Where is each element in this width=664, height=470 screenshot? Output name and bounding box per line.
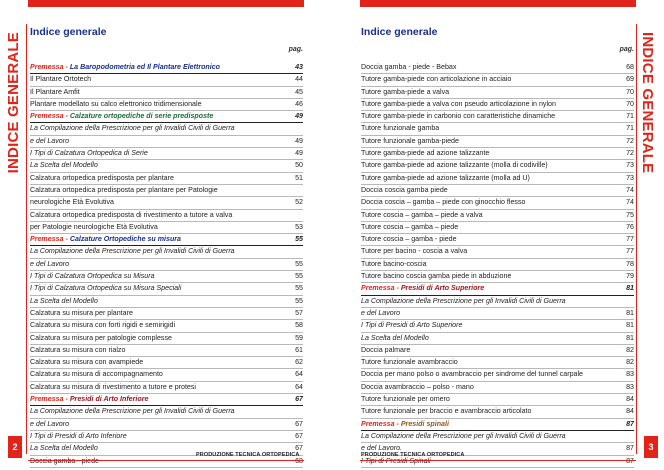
toc-page-number: 76 [626,222,634,231]
toc-entry-title: neurologiche Età Evolutiva [30,198,114,207]
footer-text: PRODUZIONE TECNICA ORTOPEDICA [196,452,300,458]
toc-entry-title: Tutore funzionale per braccio e avambraccio articolato [361,407,532,416]
toc-entry-title: Tutore per bacino - coscia a valva [361,247,468,256]
toc-page-number: 58 [295,321,303,330]
toc-page-number: 72 [626,149,634,158]
toc-entry [361,308,634,320]
toc-entry [361,382,634,394]
toc-page-number: 84 [626,395,634,404]
toc-list [361,62,634,468]
toc-entry-title: e del Lavoro [30,136,70,145]
toc-page-number: 69 [626,75,634,84]
toc-entry [361,246,634,258]
toc-page-number: 74 [626,198,634,207]
toc-page-number: 77 [626,235,634,244]
toc-entry [30,333,303,345]
toc-entry-title: Calzatura su misura con forti rigidi e semirigidi [30,321,176,330]
toc-entry [30,148,303,160]
toc-entry-title: La Scelta del Modello [30,161,98,170]
toc-entry [30,431,303,443]
toc-page-number: 87 [626,444,634,453]
toc-page-number: 49 [295,112,303,121]
footer-text: PRODUZIONE TECNICA ORTOPEDICA [361,452,465,458]
toc-entry-title: La Scelta del Modello [361,333,429,342]
toc-page-number: 84 [626,407,634,416]
toc-entry-title: Il Plantare Ortotech [30,75,92,84]
toc-entry [30,185,303,197]
toc-entry [361,222,634,234]
toc-page-number [626,456,634,467]
toc-page-number: 64 [295,382,303,391]
toc-entry-title: Tutore funzionale gamba-piede [361,136,459,145]
toc-page-number: 75 [626,210,634,219]
toc-entry [30,99,303,111]
toc-entry [361,406,634,418]
toc-page-number: 67 [295,444,303,453]
toc-page-number: 71 [626,124,634,133]
toc-entry-title: I Tipi di Calzatura Ortopedica su Misura [30,272,155,281]
toc-entry [361,62,634,74]
toc-entry-title: I Tipi di Presidi di Arto Inferiore [30,431,127,440]
toc-entry [30,246,303,258]
toc-entry [30,136,303,148]
toc-entry-title: e del Lavoro [30,419,70,428]
toc-entry-title: I Tipi di Presidi di Arto Superiore [361,321,463,330]
toc-heading-text [30,394,148,405]
running-title-vertical: INDICE GENERALE [5,32,22,174]
toc-entry-title: La Scelta del Modello [30,296,98,305]
toc-entry-title: Tutore bacino coscia gamba piede in abduzione [361,272,512,281]
toc-page-number: 53 [295,222,303,231]
toc-entry [30,320,303,332]
toc-entry-title [30,456,99,467]
toc-entry [30,369,303,381]
toc-page-number: 67 [295,419,303,428]
toc-entry-title: e del Lavoro [361,308,401,317]
toc-entry-title: Doccia per mano polso o avambraccio per sindrome del tunnel carpale [361,370,583,379]
toc-page-number: 50 [295,161,303,170]
toc-page-number: 62 [295,358,303,367]
toc-page-number: 77 [626,247,634,256]
toc-entry [361,333,634,345]
section-heading-title: La Baropodometria ed Il Plantare Elettronico [67,63,221,71]
toc-page-number: 55 [295,296,303,305]
premessa-label: Premessa - [30,63,68,71]
toc-entry [361,136,634,148]
pag-label: pag. [619,46,634,53]
toc-page-number: 73 [626,173,634,182]
toc-page-number: 55 [295,284,303,293]
toc-page-number: 64 [295,370,303,379]
toc-entry [30,308,303,320]
toc-heading-text [30,111,213,122]
toc-entry [30,296,303,308]
toc-entry [361,296,634,308]
toc-entry [361,197,634,209]
toc-page-number: 55 [295,235,303,244]
toc-entry-title: Doccia coscia – gamba – piede con ginocchio flesso [361,198,526,207]
toc-page-number: 46 [295,99,303,108]
toc-list [30,62,303,468]
toc-page-number: 55 [295,272,303,281]
toc-entry [361,271,634,283]
toc-entry [361,74,634,86]
toc-entry [361,394,634,406]
toc-entry [361,320,634,332]
toc-page-number: 81 [626,333,634,342]
toc-page-number: 82 [626,358,634,367]
toc-entry-title: Calzatura ortopedica predisposta per plantare per Patologie [30,185,218,194]
toc-entry-title: Tutore coscia – gamba – piede [361,222,459,231]
toc-entry [30,259,303,271]
toc-entry [30,87,303,99]
footer-rule [28,460,304,461]
section-heading-title: Presidi di Arto Superiore [398,284,485,293]
toc-entry-title: Calzatura ortopedica predisposta di rivestimento a tutore a valva [30,210,233,219]
toc-page-number: 79 [626,272,634,281]
toc-entry-title: Tutore gamba-piede ad azione talizzante (molla di codiville) [361,161,548,170]
section-heading-title: Calzature ortopediche di serie predisposte [67,112,214,121]
toc-entry-title: Tutore gamba-piede in carbonio con caratteristiche dinamiche [361,112,556,121]
toc-page-number: 49 [295,136,303,145]
toc-entry [361,369,634,381]
toc-entry [30,357,303,369]
toc-page-number: 81 [626,308,634,317]
premessa-label: Premessa - [361,284,399,293]
toc-page-number: 74 [626,185,634,194]
toc-entry [30,222,303,234]
toc-page-number: 57 [295,308,303,317]
toc-page-number: 49 [295,149,303,158]
toc-entry [30,173,303,185]
toc-entry-title: Calzatura su misura di accompagnamento [30,370,163,379]
toc-entry-title: Calzatura ortopedica predisposta per plantare [30,173,174,182]
toc-entry-title: I Tipi di Calzatura Ortopedica su Misura Speciali [30,284,182,293]
toc-entry-title: La Compilazione della Prescrizione per gli Invalidi Civili di Guerra [30,124,235,133]
toc-page-number: 82 [626,345,634,354]
toc-page-number: 44 [295,75,303,84]
toc-entry [30,345,303,357]
toc-entry [361,123,634,135]
section-title: Indice generale [30,26,107,38]
toc-entry-title: La Compilazione della Prescrizione per gli Invalidi Civili di Guerra [361,296,566,305]
section-heading-title: Presidi di Arto Inferiore [67,395,149,404]
toc-page-number: 43 [295,63,303,71]
page-number: 2 [8,436,22,458]
toc-entry [30,419,303,431]
toc-entry-title: Tutore gamba-piede a valva [361,87,450,96]
toc-entry [361,345,634,357]
toc-entry-title: Il Plantare Amfit [30,87,80,96]
toc-entry-title: Tutore funzionale gamba [361,124,440,133]
toc-entry-title: Calzatura su misura con avampiede [30,358,144,367]
toc-entry [361,111,634,123]
toc-entry-title: Doccia palmare [361,345,411,354]
toc-heading-text [30,62,220,73]
toc-entry-title: Tutore bacino-coscia [361,259,427,268]
toc-entry [361,431,634,443]
toc-entry-title: Doccia avambraccio – polso - mano [361,382,474,391]
toc-section-heading [30,111,303,123]
toc-entry-title: Tutore gamba-piede a valva con pseudo articolazione in nylon [361,99,556,108]
toc-heading-text [361,419,449,430]
toc-page-number: 83 [626,382,634,391]
toc-entry [361,148,634,160]
toc-page-number: 67 [295,395,303,404]
toc-entry [361,99,634,111]
toc-entry-title: Tutore funzionale per omero [361,395,450,404]
toc-entry-title: La Compilazione della Prescrizione per gli Invalidi Civili di Guerra [30,407,235,416]
toc-entry [361,160,634,172]
toc-entry-title: Calzatura su misura con rialzo [30,345,126,354]
toc-page-number: 59 [295,333,303,342]
toc-entry-title: Calzatura su misura per patologie complesse [30,333,172,342]
toc-entry [361,357,634,369]
toc-page-number: 78 [626,259,634,268]
toc-page-number: 68 [626,63,634,71]
toc-entry-title: I Tipi di Calzatura Ortopedica di Serie [30,149,148,158]
toc-entry-title: Tutore gamba-piede ad azione talizzante [361,149,490,158]
toc-page-number: 72 [626,136,634,145]
toc-section-heading [30,234,303,246]
toc-entry-title: e del Lavoro. [361,444,403,453]
toc-heading-text [30,234,181,245]
right-page [332,0,664,470]
vertical-rule [636,24,637,454]
toc-page-number: 61 [295,345,303,354]
toc-entry [30,210,303,222]
toc-entry [30,271,303,283]
toc-entry [30,283,303,295]
toc-page-number: 73 [626,161,634,170]
toc-entry [30,406,303,418]
vertical-rule [26,24,27,454]
premessa-label: Premessa - [30,395,68,404]
toc-page-number: 55 [295,259,303,268]
toc-entry [30,74,303,86]
premessa-label: Premessa - [361,419,399,428]
section-heading-title: Presidi spinali [398,419,449,428]
premessa-label: Premessa - [30,112,68,121]
toc-entry [361,87,634,99]
toc-entry [30,123,303,135]
toc-entry-title: Tutore coscia – gamba – piede a valva [361,210,483,219]
toc-heading-text [361,283,484,294]
toc-entry-title: La Scelta del Modello [30,444,98,453]
toc-page-number: 52 [295,198,303,207]
toc-entry [361,234,634,246]
toc-page-number: 45 [295,87,303,96]
toc-page-number: 81 [626,284,634,293]
toc-section-heading [361,419,634,431]
toc-entry [30,197,303,209]
toc-entry-title: Calzatura su misura per plantare [30,308,133,317]
toc-page-number: 81 [626,321,634,330]
section-heading-title: Calzature Ortopediche su misura [67,235,181,244]
toc-entry [361,259,634,271]
toc-entry-title: Tutore gamba-piede con articolazione in acciaio [361,75,512,84]
toc-page-number: 67 [295,431,303,440]
toc-entry-title: Tutore gamba-piede ad azione talizzante (molla ad U) [361,173,530,182]
running-title-vertical: INDICE GENERALE [639,32,656,174]
toc-entry-title: Tutore coscia – gamba - piede [361,235,457,244]
toc-page-number: 70 [626,87,634,96]
section-title: Indice generale [361,26,438,38]
toc-entry-title: La Compilazione della Prescrizione per gli Invalidi Civili di Guerra [361,431,566,440]
toc-entry-title: Doccia coscia gamba piede [361,185,448,194]
toc-entry-title: Calzatura su misura di rivestimento a tutore e protesi [30,382,196,391]
toc-entry-title: Tutore funzionale avambraccio [361,358,458,367]
toc-entry-title: e del Lavoro [30,259,70,268]
toc-entry-title: Plantare modellato su calco elettronico tridimensionale [30,99,202,108]
pag-label: pag. [288,46,303,53]
page-number: 3 [644,436,658,458]
toc-page-number: 83 [626,370,634,379]
toc-entry [361,185,634,197]
toc-entry-title: per Patologie neurologiche Età Evolutiva [30,222,158,231]
toc-page-number: 87 [626,419,634,428]
toc-section-heading [361,283,634,295]
toc-entry [361,210,634,222]
toc-section-heading [30,394,303,406]
toc-entry [30,160,303,172]
toc-entry-title: La Compilazione della Prescrizione per gli Invalidi Civili di Guerra [30,247,235,256]
premessa-label: Premessa - [30,235,68,244]
toc-entry-title: Doccia gamba - piede - Bebax [361,63,457,71]
toc-entry [361,173,634,185]
toc-entry [30,382,303,394]
toc-section-heading [30,62,303,74]
toc-page-number: 70 [626,99,634,108]
toc-page-number: 51 [295,173,303,182]
footer-rule [360,460,636,461]
toc-page-number: 71 [626,112,634,121]
